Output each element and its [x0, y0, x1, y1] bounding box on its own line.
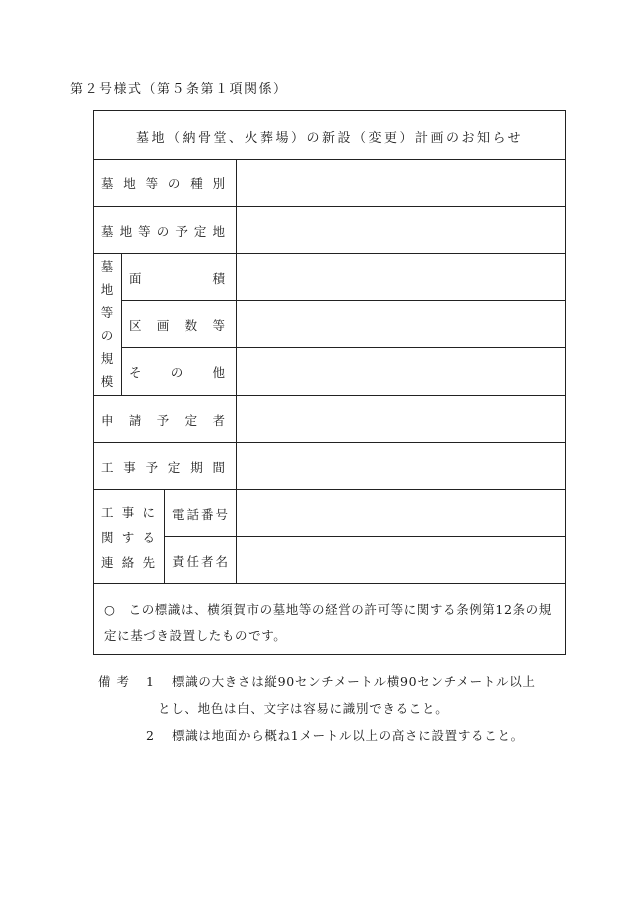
type-value [237, 160, 565, 206]
site-value [237, 207, 565, 253]
phone-value [237, 490, 565, 536]
remark-2-line1: 標識は地面から概ね1メートル以上の高さに設置すること。 [172, 728, 524, 743]
row-manager-label: 責 任 者 名 [172, 554, 228, 569]
notice-note: ○ この標識は、横須賀市の墓地等の経営の許可等に関する条例第12条の規定に基づき設置したものです。 [104, 602, 552, 643]
applicant-value [237, 396, 565, 442]
row-site-label: 墓 地 等 の 予 定 地 [101, 224, 225, 239]
row-area-label: 面 積 [129, 271, 225, 286]
row-phone-label: 電 話 番 号 [172, 507, 228, 522]
other-value [237, 348, 565, 395]
notice-table [93, 110, 566, 655]
contact-label-line1: 工 事 に [101, 505, 155, 520]
row-applicant-label: 申 請 予 定 者 [101, 413, 225, 428]
remarks-label: 備考 [98, 674, 136, 689]
remark-1-line1: 標識の大きさは縦90センチメートル横90センチメートル以上 [172, 674, 536, 689]
remark-2-number: 2 [146, 728, 154, 743]
row-period-label: 工 事 予 定 期 間 [101, 460, 225, 475]
area-value [237, 254, 565, 300]
remark-1-number: 1 [146, 674, 154, 689]
row-lots-label: 区 画 数 等 [129, 318, 225, 333]
remark-1-line2: とし、地色は白、文字は容易に識別できること。 [158, 701, 449, 716]
scale-group-label: 墓 地 等 の 規 模 [100, 259, 114, 389]
notice-title: 墓地（納骨堂、火葬場）の新設（変更）計画のお知らせ [135, 131, 524, 146]
row-type-label: 墓 地 等 の 種 別 [101, 176, 225, 191]
manager-value [237, 537, 565, 583]
form-number-label: 第２号様式（第５条第１項関係） [70, 82, 288, 97]
contact-label-line3: 連 絡 先 [101, 555, 155, 570]
lots-value [237, 301, 565, 347]
contact-label-line2: 関 す る [101, 530, 155, 545]
row-other-label: そ の 他 [129, 365, 225, 380]
period-value [237, 443, 565, 489]
